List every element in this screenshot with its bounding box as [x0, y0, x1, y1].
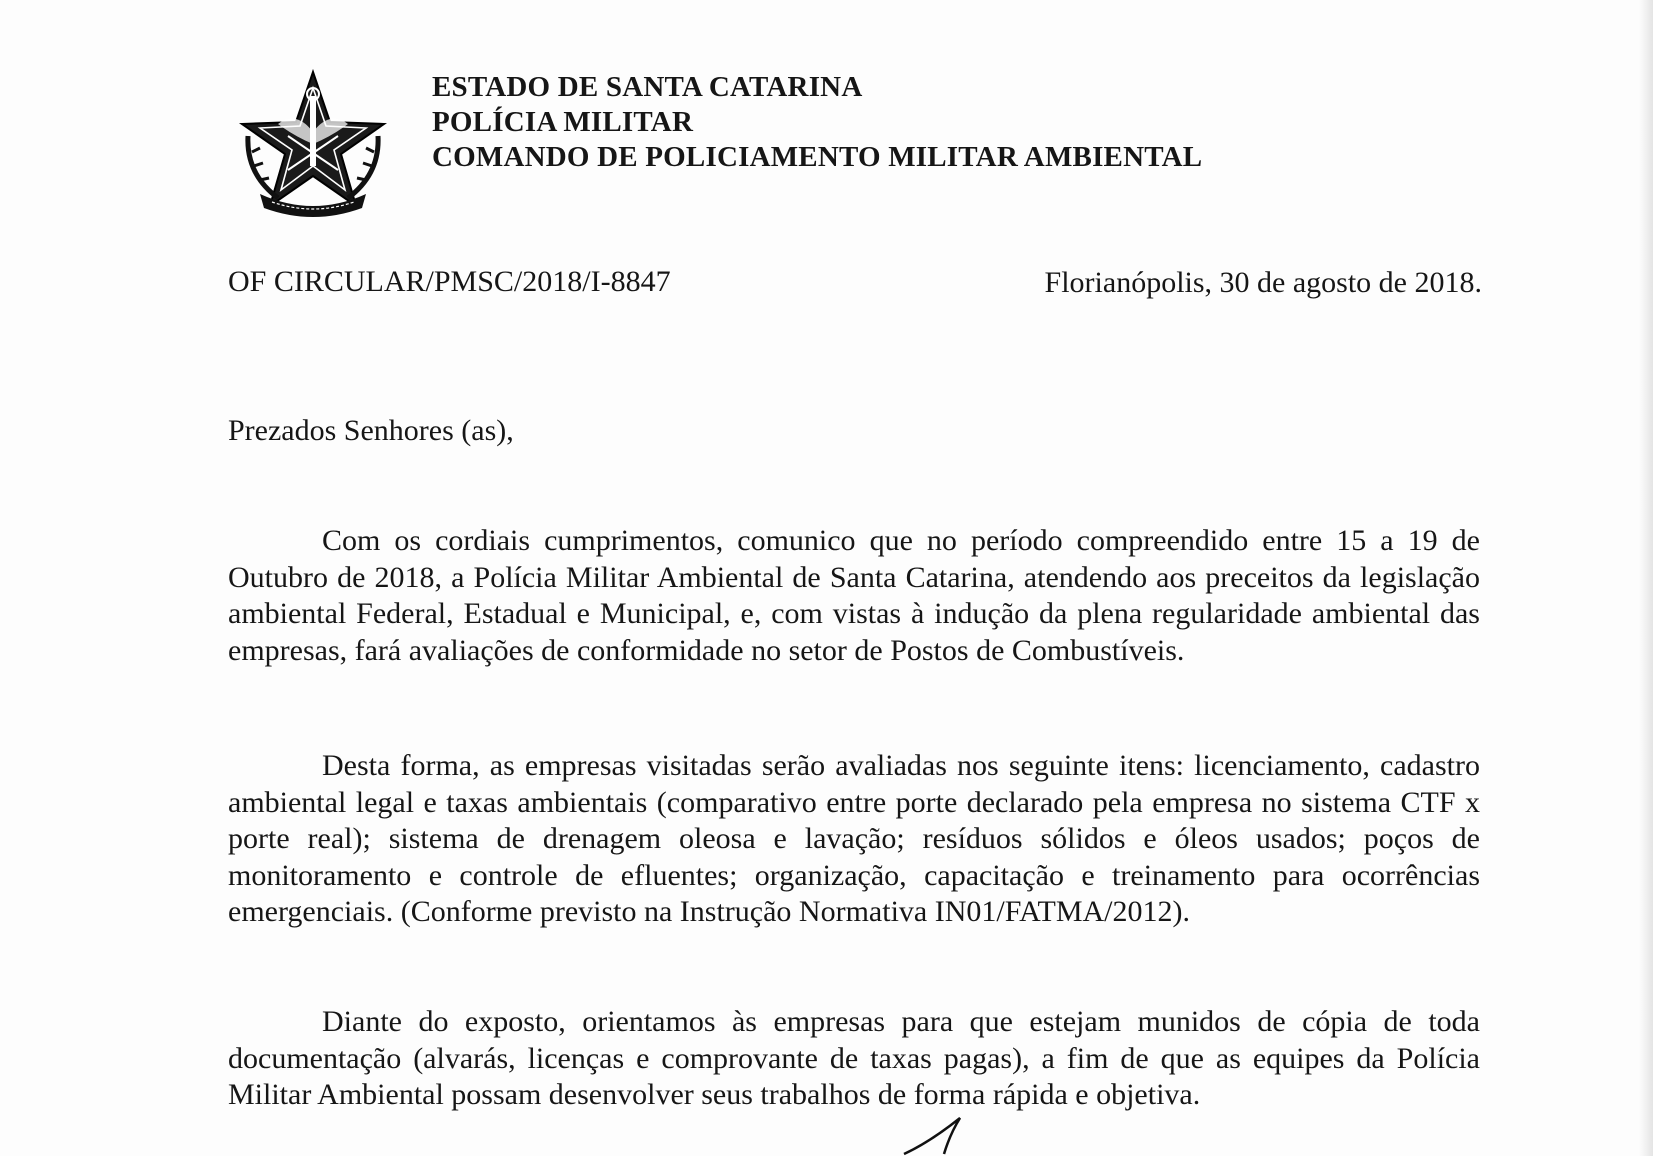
body-paragraph-3: Diante do exposto, orientamos às empresas para que estejam munidos de cópia de toda documentação (alvarás, licenças e comprovante de taxas pagas), a fim de que as equipes da Polícia Militar Ambiental possam desenvolver seus trabalhos de forma rápida e objetiva.	[228, 1005, 1480, 1111]
document-reference: OF CIRCULAR/PMSC/2018/I-8847	[228, 265, 671, 298]
header-state: ESTADO DE SANTA CATARINA	[432, 71, 863, 103]
letterhead	[432, 70, 1202, 175]
coat-of-arms-icon	[238, 66, 388, 218]
header-police: POLÍCIA MILITAR	[432, 106, 694, 138]
salutation: Prezados Senhores (as),	[228, 414, 514, 447]
header-command: COMANDO DE POLICIAMENTO MILITAR AMBIENTAL	[432, 141, 1203, 173]
body-paragraph-1: Com os cordiais cumprimentos, comunico que no período compreendido entre 15 a 19 de Outubro de 2018, a Polícia Militar Ambiental de Santa Catarina, atendendo aos preceitos da legislação ambiental Federal, Estadual e Municipal, e, com vistas à indução da plena regularidade ambiental das empresas, fará avaliações de conformidade no setor de Postos de Combustíveis.	[228, 524, 1480, 667]
place-and-date: Florianópolis, 30 de agosto de 2018.	[1044, 266, 1482, 299]
body-paragraph-2: Desta forma, as empresas visitadas serão avaliadas nos seguinte itens: licenciamento, cadastro ambiental legal e taxas ambientais (comparativo entre porte declarado pela empresa no sistema CTF x porte real); sistema de drenagem oleosa e lavação; resíduos sólidos e óleos usados; poços de monitoramento e controle de efluentes; organização, capacitação e treinamento para ocorrências emergenciais. (Conforme previsto na Instrução Normativa IN01/FATMA/2012).	[228, 749, 1480, 928]
scan-edge-shadow	[1639, 0, 1653, 1156]
signature-stroke	[900, 1112, 1020, 1156]
